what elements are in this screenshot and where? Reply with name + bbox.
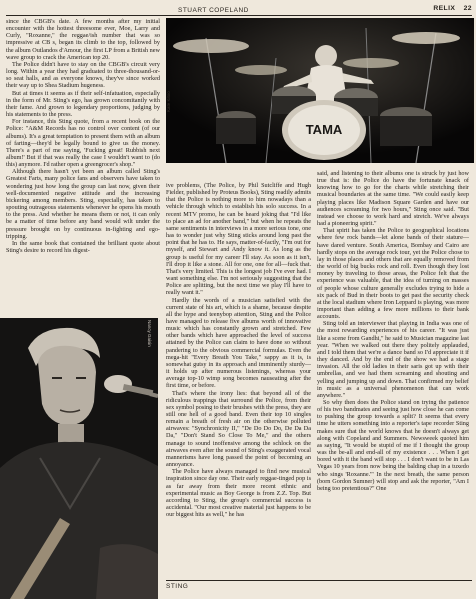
article-column-1 bbox=[6, 18, 160, 254]
col2-paragraph: The Police have always managed to find new musical inspiration since day one. Their early reggae-tinged pop is as far away from their more recent ethnic and experimental music as Boy George is from Z.Z. Top. But according to Sting, the group's commercial success is accidental. "Our most creative material just happens to be our biggest hits as well," he has bbox=[166, 468, 311, 519]
photo-credit-top: Kate Kitoo bbox=[166, 91, 171, 112]
col3-paragraph: Sting told an interviewer that playing in India was one of the most rewarding experiences of his career. "It was just like a scene from Gandhi," he said to Musician magazine last year. "When we walked out there they politely applauded, and I told them that we're a dance band so I'd appreciate it if they danced. And by the end of the show we had a stage invasion. All the old ladies in their saris got up with their umbrellas, and we had them screaming and shouting and yelling and jumping up and down. That confirmed my belief in music as a universal phenomenon that can work anywhere." bbox=[317, 320, 469, 399]
photo-sting-microphone bbox=[0, 318, 158, 599]
bottom-rule bbox=[166, 580, 472, 581]
col1-paragraph: For instance, this Sting quote, from a recent book on the Police: "A&M Records has no control over content (of our albums). It's a great temptation to present them with an album of farting—they'd be legally bound to give us the money. There's a part of me saying, 'Fucking great! Rubbish next album!' But if that was really the case I wouldn't want to (do this) anymore. I'd rather open a greengrocer's shop." bbox=[6, 118, 160, 169]
col3-paragraph: said, and listening to their albums one is struck by just how true that is: the Police do have the fortunate knack of knowing how to go for the charts while stretching their musical boundaries at the same time. "We could easily keep playing places like Madison Square Garden and have our audiences screaming for two hours," Sting once said. "But instead we choose to work hard and stretch. We've always had a pioneering spirit." bbox=[317, 170, 469, 228]
article-column-3 bbox=[317, 170, 469, 492]
col2-paragraph: ive problems, (The Police, by Phil Sutcliffe and Hugh Fielder, published by Proteus Books), Sting readily admits that the Police is nothing more to him nowadays than a vehicle through which to establish his solo success. In a recent MTV promo, he can be heard joking that "I'd like to place an ad for another band," but when he repeats the same sentiments in interviews in a more serious tone, one has to wonder just why Sting sticks around long past the point that he has to. He says, matter-of-factly, "I'm out for myself, and Stewart and Andy know it. As long as the group is useful for my career I'll stay. As soon as it isn't, I'll drop it like a stone. All for one, one for all—fuck that. That's very limited. This is the longest job I've ever had. I want something else. I'm not seriously suggesting that the Police are splitting, but the next time we play I'll have to really want it." bbox=[166, 182, 311, 297]
photo-credit-left: Nancy Gaisin bbox=[147, 320, 152, 347]
col2-paragraph: Hardly the words of a musician satisfied with the current state of his art, which is a shame, because despite all the hype and teenybop attention, Sting and the Police have managed to release five albums worth of innovative music which has constantly grown and stretched. Few other bands which have approached the level of success attained by the Police can claim to have done so without pandering to the obvious commercial formulas. Even the mega-hit "Every Breath You Take," sappy as it is, is somewhat gutsy in its approach and imminently sturdy—it holds up after numerous listenings, whereas your average top-10 wimp song becomes nauseating after the first time, or before. bbox=[166, 296, 311, 390]
col3-paragraph: So why then does the Police stand on trying the patience of his two bandmates and seeing just how close he can come to pushing the group towards a split? It seems that every time he utters something into a reporter's tape recorder Sting makes sure that the world knows that he doesn't always get along with Copeland and Summers. Newsweek quoted him as saying, "It would be stupid of me if I thought the group was the be-all and end-all of my existence . . . When I get bored with it the band will stop . . . I don't want to be in Las Vegas 10 years from now being the balding chap in a tuxedo who sings 'Roxanne.'" In the next breath, the same person (born Gordon Sumner) will stop and ask the reporter, "Am I being too pretentious?" One bbox=[317, 399, 469, 492]
col1-paragraph: since the CBGB's date. A few months after my initial encounter with the hottest threesome ever, Moe, Larry and Curly, "Roxanne," the reggae/ish number that was so impressive at CB s, began its climb to the top, followed by the album Outlandos d'Amour, the first LP from a British new wave group to crack the American top 20. bbox=[6, 18, 160, 61]
magazine-name: RELIX bbox=[433, 5, 456, 12]
drum-kit-illustration bbox=[166, 18, 474, 163]
photo-stewart-copeland-drums bbox=[166, 18, 474, 163]
col1-paragraph: The Police didn't have to stay on the CBGB's circuit very long. Within a year they had graduated to three-thousand-or-so seat halls, and as everyone knows, they've since worked their way up to Shea Stadium hugeness. bbox=[6, 60, 160, 90]
drum-logo: TAMA bbox=[305, 122, 343, 137]
col1-paragraph: In the same book that contained the brilliant quote about Sting's desire to record his digest- bbox=[6, 239, 160, 254]
sting-illustration bbox=[0, 318, 158, 599]
header-stuart-copeland: STUART COPELAND bbox=[178, 7, 249, 14]
col1-paragraph: But at times it seems as if their self-infatuation, especially in the form of Mr. Sting's ego, has grown concomitantly with their fame. And grown to legendary proportions, judging by his statements to the press. bbox=[6, 89, 160, 119]
col3-paragraph: That spirit has taken the Police to geographical locations where few rock bands—let alone bands of their stature—have dared venture. South America, Bombay and Cairo are hardly stops on the average rock tour, yet the Police chose to lay in those places and others that are equally removed from the world of big bucks rock and roll. Even though they lost money by traveling to those areas, the Police felt that the experience was valuable, that the idea of turning on masses of people whose culture generally excludes trying to hide a six pack of Bud in their boots to get past the security check at the local stadium where Iron Leppard is playing, was more important than adding a few more millions to their bank accounts. bbox=[317, 227, 469, 321]
article-column-2 bbox=[166, 182, 311, 518]
magazine-header bbox=[433, 5, 472, 12]
top-rule bbox=[6, 15, 472, 16]
col2-paragraph: That's where the irony lies: that beyond all of the ridiculous trappings that surround the Police, from their sex symbol posing to their brushes with the press, they are still one hell of a good band. Even their top 10 singles remain a breath of fresh air on the otherwise polluted airwaves: "Synchronicity II," "De Do Do Do, De Da Da Da," "Don't Stand So Close To Me," and the others manage to sound inoffensive among the schlock on the airwaves even after the sound of Sting's exaggerated vocal mannerisms have long passed the point of becoming an annoyance. bbox=[166, 389, 311, 469]
page-number: 22 bbox=[463, 5, 472, 12]
footer-sting: STING bbox=[166, 583, 189, 590]
col1-paragraph: Although there hasn't yet been an album called Sting's Greatest Farts, many police fans and observers have taken to wondering just how long the group can last now, given their well-documented negative attitude and the increasing bickering among members. Sting, especially, has taken to spouting outrageous statements whenever he opens his mouth to the press. And whether he means them or not, it can only be a matter of time before any band would wilt under the pressure brought on by continuous in-fighting and ego-tripping. bbox=[6, 168, 160, 240]
